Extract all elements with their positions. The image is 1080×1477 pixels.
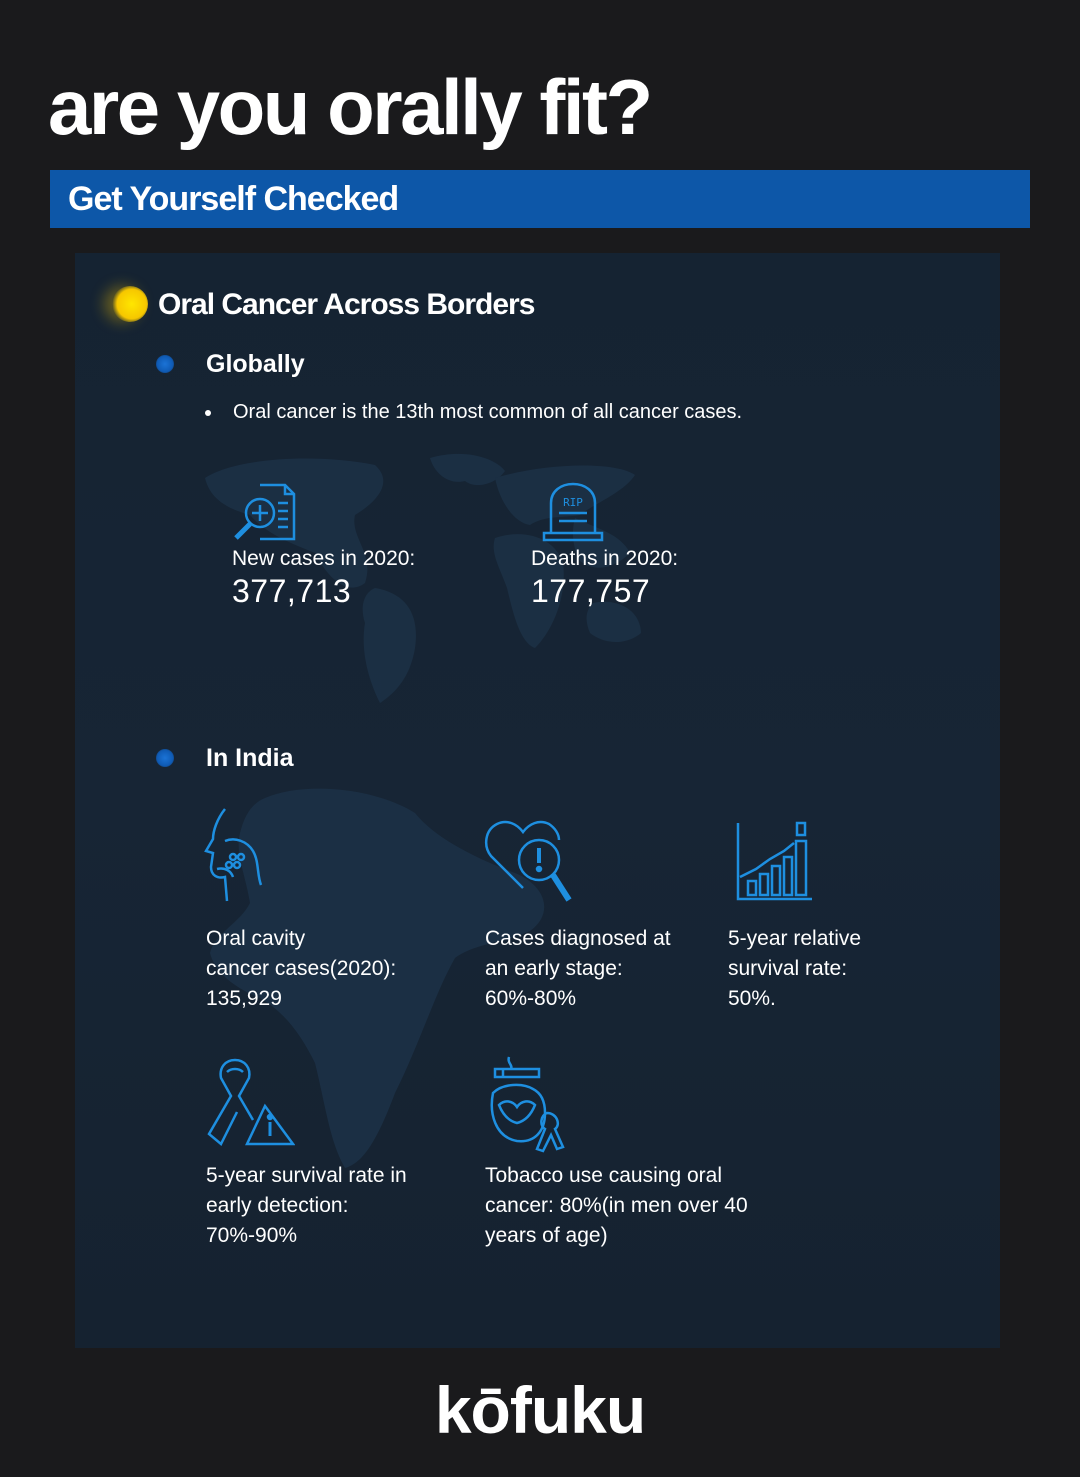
early-detection-text: 5-year survival rate in early detection: 70%-90% [206, 1164, 407, 1247]
section-title: Oral Cancer Across Borders [158, 288, 535, 321]
new-cases-value: 377,713 [232, 573, 352, 609]
tobacco-mouth-icon [483, 1053, 565, 1153]
deaths-label: Deaths in 2020: [531, 547, 679, 570]
brand-logo: kōfuku [434, 1373, 646, 1447]
content-panel [75, 253, 1000, 1348]
tobacco-text: Tobacco use causing oral cancer: 80%(in men over 40 years of age) [485, 1164, 748, 1247]
oral-cavity-icon [203, 805, 273, 905]
rip-gravestone-icon [541, 481, 605, 543]
magnifier-document-icon [230, 481, 298, 543]
page-title: are you orally fit? [48, 63, 651, 151]
new-cases-label: New cases in 2020: [232, 547, 416, 570]
deaths-value: 177,757 [531, 573, 651, 609]
globally-heading: Globally [206, 350, 305, 378]
relative-survival-text: 5-year relative survival rate: 50%. [728, 927, 862, 1010]
heart-magnifier-icon [483, 818, 575, 908]
banner [50, 170, 1030, 228]
early-stage-text: Cases diagnosed at an early stage: 60%-80% [485, 927, 671, 1010]
india-heading: In India [206, 744, 294, 772]
india-dot [156, 749, 174, 767]
globally-dot [156, 355, 174, 373]
global-bullet-text: Oral cancer is the 13th most common of all cancer cases. [233, 401, 743, 423]
section-bullet-dot [112, 286, 148, 322]
banner-text: Get Yourself Checked [68, 180, 399, 218]
bullet-dot [205, 410, 211, 416]
growth-chart-icon [734, 819, 814, 903]
ribbon-warning-icon [205, 1056, 295, 1148]
oral-cavity-text: Oral cavity cancer cases(2020): 135,929 [206, 927, 397, 1010]
rip-text: RIP [563, 496, 583, 509]
